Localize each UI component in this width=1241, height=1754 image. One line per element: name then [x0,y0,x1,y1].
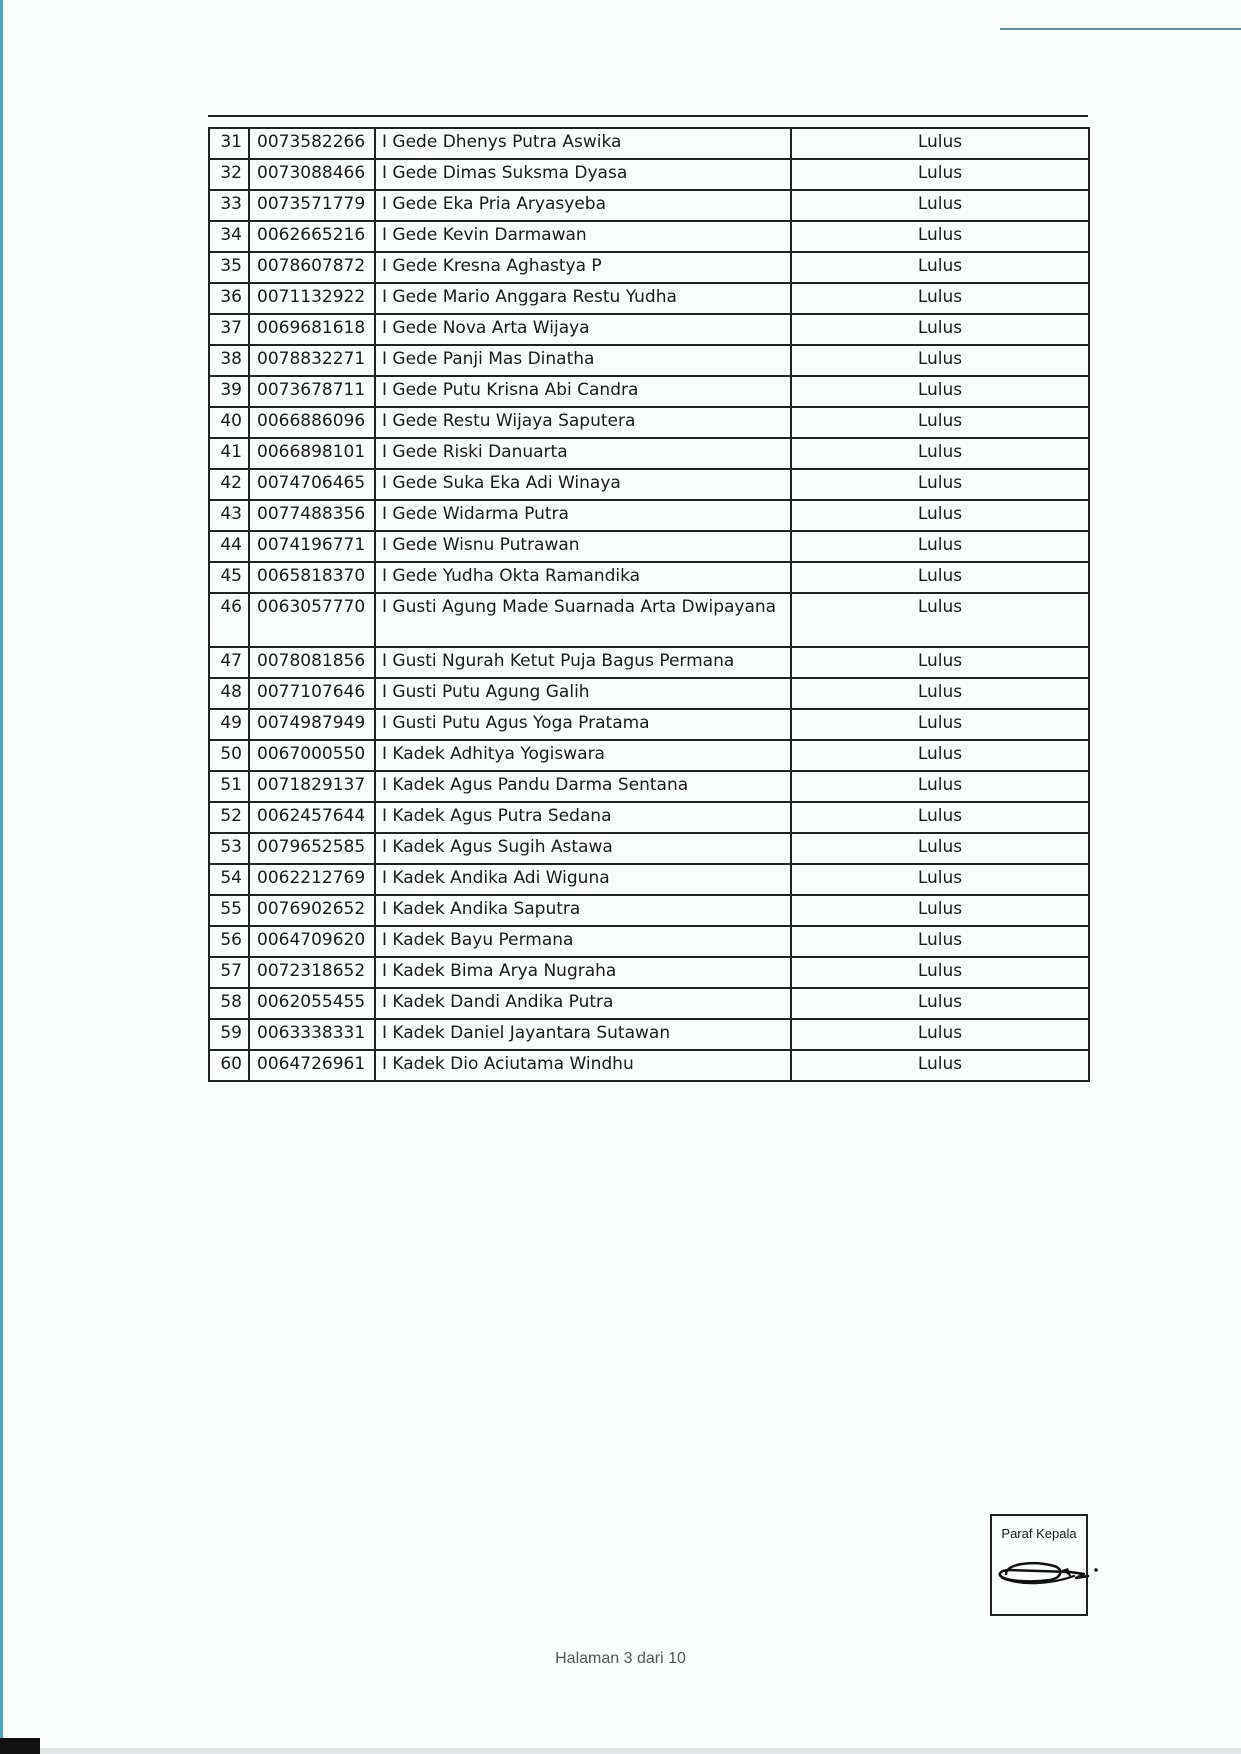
student-name-cell: I Gede Restu Wijaya Saputera [375,407,791,438]
row-number-cell: 51 [209,771,249,802]
row-number-cell: 56 [209,926,249,957]
table-row [209,1050,1089,1081]
student-name-cell: I Kadek Adhitya Yogiswara [375,740,791,771]
table-row [209,252,1089,283]
table-row [209,128,1089,159]
status-cell: Lulus [791,926,1089,957]
nisn-cell: 0066886096 [249,407,375,438]
row-number-cell: 41 [209,438,249,469]
nisn-cell: 0077488356 [249,500,375,531]
student-name-cell: I Gede Eka Pria Aryasyeba [375,190,791,221]
nisn-cell: 0073571779 [249,190,375,221]
scan-edge-left [0,0,3,1754]
nisn-cell: 0064709620 [249,926,375,957]
student-name-cell: I Gede Kevin Darmawan [375,221,791,252]
status-cell: Lulus [791,314,1089,345]
table-row [209,159,1089,190]
status-cell: Lulus [791,709,1089,740]
row-number-cell: 45 [209,562,249,593]
table-top-rule [208,115,1088,125]
paraf-kepala-box [990,1514,1088,1616]
status-cell: Lulus [791,562,1089,593]
student-name-cell: I Gede Mario Anggara Restu Yudha [375,283,791,314]
table-row [209,469,1089,500]
row-number-cell: 33 [209,190,249,221]
student-name-cell: I Gede Kresna Aghastya P [375,252,791,283]
status-cell: Lulus [791,988,1089,1019]
table-row [209,314,1089,345]
table-row [209,957,1089,988]
student-name-cell: I Kadek Bayu Permana [375,926,791,957]
student-name-cell: I Kadek Bima Arya Nugraha [375,957,791,988]
table-row [209,376,1089,407]
status-cell: Lulus [791,678,1089,709]
student-name-cell: I Kadek Dio Aciutama Windhu [375,1050,791,1081]
row-number-cell: 42 [209,469,249,500]
student-name-cell: I Kadek Dandi Andika Putra [375,988,791,1019]
student-name-cell: I Kadek Daniel Jayantara Sutawan [375,1019,791,1050]
nisn-cell: 0074706465 [249,469,375,500]
status-cell: Lulus [791,531,1089,562]
table-row [209,833,1089,864]
student-name-cell: I Gede Putu Krisna Abi Candra [375,376,791,407]
nisn-cell: 0077107646 [249,678,375,709]
nisn-cell: 0065818370 [249,562,375,593]
table-row [209,190,1089,221]
nisn-cell: 0062457644 [249,802,375,833]
scan-edge-bottom [40,1748,1241,1754]
student-name-cell: I Kadek Agus Sugih Astawa [375,833,791,864]
status-cell: Lulus [791,438,1089,469]
student-name-cell: I Gede Dimas Suksma Dyasa [375,159,791,190]
row-number-cell: 48 [209,678,249,709]
row-number-cell: 60 [209,1050,249,1081]
table-row [209,345,1089,376]
row-number-cell: 35 [209,252,249,283]
row-number-cell: 39 [209,376,249,407]
table-row [209,926,1089,957]
status-cell: Lulus [791,159,1089,190]
status-cell: Lulus [791,469,1089,500]
student-name-cell: I Kadek Andika Adi Wiguna [375,864,791,895]
nisn-cell: 0073582266 [249,128,375,159]
table-row [209,802,1089,833]
status-cell: Lulus [791,740,1089,771]
table-row [209,864,1089,895]
nisn-cell: 0062055455 [249,988,375,1019]
table-row [209,988,1089,1019]
status-cell: Lulus [791,190,1089,221]
status-cell: Lulus [791,500,1089,531]
nisn-cell: 0063057770 [249,593,375,647]
table-row [209,438,1089,469]
nisn-cell: 0071132922 [249,283,375,314]
row-number-cell: 46 [209,593,249,647]
row-number-cell: 36 [209,283,249,314]
nisn-cell: 0073088466 [249,159,375,190]
status-cell: Lulus [791,957,1089,988]
student-name-cell: I Kadek Agus Putra Sedana [375,802,791,833]
row-number-cell: 37 [209,314,249,345]
nisn-cell: 0078607872 [249,252,375,283]
nisn-cell: 0074987949 [249,709,375,740]
row-number-cell: 32 [209,159,249,190]
scan-edge-bottom-corner [0,1738,40,1754]
nisn-cell: 0069681618 [249,314,375,345]
row-number-cell: 31 [209,128,249,159]
nisn-cell: 0074196771 [249,531,375,562]
results-table [208,127,1090,1082]
row-number-cell: 53 [209,833,249,864]
nisn-cell: 0062665216 [249,221,375,252]
status-cell: Lulus [791,895,1089,926]
row-number-cell: 59 [209,1019,249,1050]
row-number-cell: 50 [209,740,249,771]
nisn-cell: 0078081856 [249,647,375,678]
table-row [209,647,1089,678]
row-number-cell: 49 [209,709,249,740]
student-name-cell: I Gede Yudha Okta Ramandika [375,562,791,593]
signature-icon [992,1552,1102,1602]
student-name-cell: I Gede Suka Eka Adi Winaya [375,469,791,500]
student-name-cell: I Gusti Ngurah Ketut Puja Bagus Permana [375,647,791,678]
status-cell: Lulus [791,864,1089,895]
row-number-cell: 34 [209,221,249,252]
status-cell: Lulus [791,771,1089,802]
student-name-cell: I Gusti Putu Agus Yoga Pratama [375,709,791,740]
status-cell: Lulus [791,376,1089,407]
nisn-cell: 0078832271 [249,345,375,376]
status-cell: Lulus [791,833,1089,864]
nisn-cell: 0073678711 [249,376,375,407]
status-cell: Lulus [791,647,1089,678]
row-number-cell: 54 [209,864,249,895]
page-number: Halaman 3 dari 10 [555,1650,686,1667]
student-name-cell: I Gusti Putu Agung Galih [375,678,791,709]
row-number-cell: 57 [209,957,249,988]
nisn-cell: 0066898101 [249,438,375,469]
table-row [209,562,1089,593]
student-name-cell: I Gede Wisnu Putrawan [375,531,791,562]
table-row [209,531,1089,562]
status-cell: Lulus [791,221,1089,252]
student-name-cell: I Kadek Andika Saputra [375,895,791,926]
student-name-cell: I Gede Panji Mas Dinatha [375,345,791,376]
status-cell: Lulus [791,128,1089,159]
nisn-cell: 0063338331 [249,1019,375,1050]
table-row [209,221,1089,252]
row-number-cell: 40 [209,407,249,438]
status-cell: Lulus [791,1019,1089,1050]
nisn-cell: 0071829137 [249,771,375,802]
table-row [209,283,1089,314]
status-cell: Lulus [791,407,1089,438]
nisn-cell: 0076902652 [249,895,375,926]
table-row [209,407,1089,438]
status-cell: Lulus [791,252,1089,283]
paraf-kepala-label: Paraf Kepala [1001,1526,1077,1541]
student-name-cell: I Gede Riski Danuarta [375,438,791,469]
nisn-cell: 0079652585 [249,833,375,864]
table-row [209,593,1089,647]
table-row [209,895,1089,926]
scan-edge-top [1000,28,1241,30]
student-name-cell: I Gusti Agung Made Suarnada Arta Dwipayana [375,593,791,647]
row-number-cell: 44 [209,531,249,562]
row-number-cell: 47 [209,647,249,678]
nisn-cell: 0064726961 [249,1050,375,1081]
table-row [209,771,1089,802]
results-table-body [209,128,1089,1081]
student-name-cell: I Gede Widarma Putra [375,500,791,531]
student-name-cell: I Gede Nova Arta Wijaya [375,314,791,345]
row-number-cell: 55 [209,895,249,926]
table-row [209,1019,1089,1050]
status-cell: Lulus [791,1050,1089,1081]
table-row [209,709,1089,740]
status-cell: Lulus [791,593,1089,647]
table-row [209,500,1089,531]
nisn-cell: 0062212769 [249,864,375,895]
status-cell: Lulus [791,802,1089,833]
table-row [209,740,1089,771]
row-number-cell: 58 [209,988,249,1019]
nisn-cell: 0067000550 [249,740,375,771]
row-number-cell: 52 [209,802,249,833]
status-cell: Lulus [791,345,1089,376]
row-number-cell: 38 [209,345,249,376]
student-name-cell: I Gede Dhenys Putra Aswika [375,128,791,159]
table-row [209,678,1089,709]
student-name-cell: I Kadek Agus Pandu Darma Sentana [375,771,791,802]
status-cell: Lulus [791,283,1089,314]
row-number-cell: 43 [209,500,249,531]
nisn-cell: 0072318652 [249,957,375,988]
